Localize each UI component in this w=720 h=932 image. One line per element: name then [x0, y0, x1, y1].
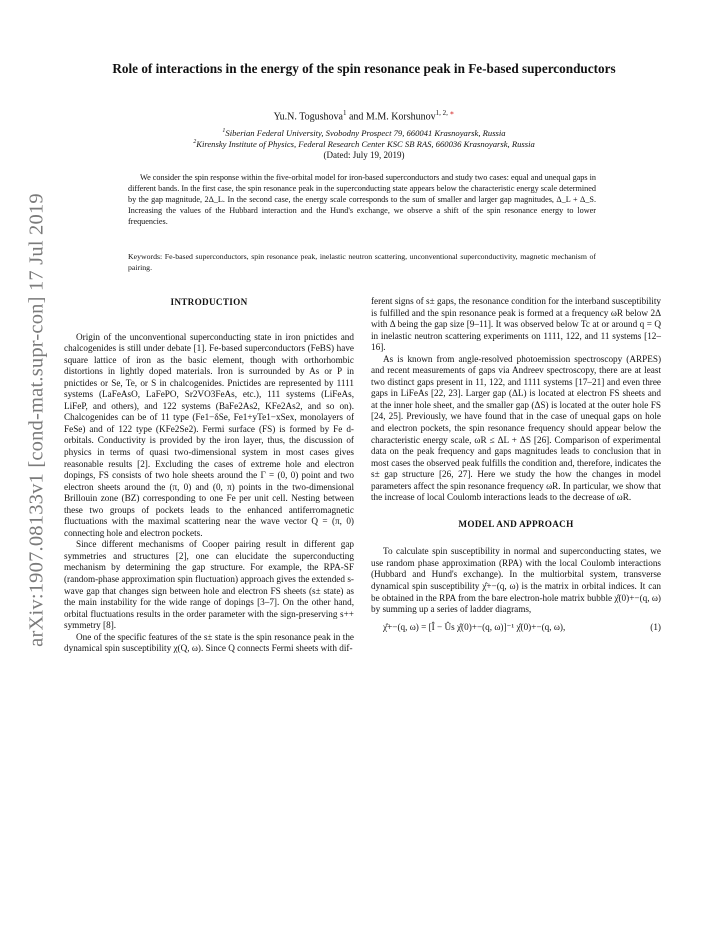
- equation-number: (1): [650, 621, 661, 632]
- abstract: We consider the spin response within the five-orbital model for iron-based superconductors and study two cases: equal and unequal gaps in different bands. In the first case, the spin resonance peak in the superconducting state appears below the characteristic energy scale determined by the gap magnitude, 2Δ_L. In the second case, the energy scale corresponds to the sum of smaller and larger gap magnitudes, Δ_L + Δ_S. Increasing the values of the Hubbard interaction and the Hund's exchange, we observe a shift of the spin resonance energy to lower frequencies.: [128, 173, 596, 227]
- equation-body: χ̂+−(q, ω) = [Î − Ûs χ̂(0)+−(q, ω)]⁻¹ χ̂(0)+−(q, ω),: [383, 621, 566, 632]
- right-column: [371, 296, 661, 633]
- author-name: M.M. Korshunov: [365, 111, 436, 123]
- intro-paragraph-2: Since different mechanisms of Cooper pairing result in different gap symmetries and structures [2], one can elucidate the superconducting mechanism by determining the gap structure. For example, the RPA-SF (random-phase approximation spin fluctuation) approach gives the extended s-wave gap that changes sign between hole and electron FS sheets (s± state) as the main instability for the wide range of dopings [3–7]. On the other hand, orbital fluctuations results in the order parameter with the sign-preserving s++ symmetry [8].: [64, 539, 354, 631]
- affiliation-mark: 1: [222, 128, 226, 134]
- section-heading-model: MODEL AND APPROACH: [458, 518, 574, 529]
- date-line: (Dated: July 19, 2019): [323, 150, 405, 160]
- author-conjunction: and: [348, 111, 364, 123]
- author-line: [100, 109, 628, 122]
- affiliation-mark: 1, 2, ∗: [435, 109, 455, 117]
- section-heading-introduction: INTRODUCTION: [170, 297, 248, 307]
- paper-title: Role of interactions in the energy of the spin resonance peak in Fe-based superconductors: [112, 61, 616, 76]
- arxiv-id-text: arXiv:1907.08133v1 [cond-mat.supr-con] 17 Jul 2019: [25, 193, 48, 647]
- affiliation-mark: 1: [342, 109, 347, 117]
- affiliation-text: Siberian Federal University, Svobodny Prospect 79, 660041 Krasnoyarsk, Russia: [225, 127, 506, 138]
- model-paragraph-1: To calculate spin susceptibility in normal and superconducting states, we use random phase approximation (RPA) with the local Coulomb interactions (Hubbard and Hund's exchange). In the multiorbital system, transverse dynamical spin susceptibility χ̂+−(q, ω) is the matrix in orbital indices. It can be obtained in the RPA from the bare electron-hole matrix bubble χ̂(0)+−(q, ω) by summing up a series of ladder diagrams,: [371, 546, 661, 615]
- affiliation-mark: 2: [193, 139, 197, 145]
- keywords: Keywords: Fe-based superconductors, spin resonance peak, inelastic neutron scattering, unconventional superconductivity, magnetic mechanism of pairing.: [128, 252, 596, 272]
- affiliation-text: Kirensky Institute of Physics, Federal Research Center KSC SB RAS, 660036 Krasnoyarsk, Russia: [196, 138, 535, 149]
- affiliation-2: [80, 137, 648, 150]
- intro-paragraph-continued: ferent signs of s± gaps, the resonance condition for the interband susceptibility is fulfilled and the spin resonance peak is formed at a frequency ωR below 2Δ with Δ being the gap size [9–11]. It was observed below Tc at or around q = Q in inelastic neutron scattering experiments on 1111, 122, and 11 systems [12–16].: [371, 296, 661, 353]
- author-name: Yu.N. Togushova: [273, 111, 343, 123]
- intro-paragraph-4: As is known from angle-resolved photoemission spectroscopy (ARPES) and recent measurements of gaps via Andreev spectroscopy, there are at least two distinct gaps present in 11, 122, and 1111 systems [17–21] and even three gaps in LiFeAs [22, 23]. Larger gap (ΔL) is located at electron FS sheets and at the inner hole sheet, and the smaller gap (ΔS) is located at the outer hole FS [24, 25]. Previously, we have found that in the case of unequal gaps on hole and electron pockets, the spin resonance frequency should appear below the characteristic energy scale, ωR ≤ ΔL + ΔS [26]. Comparison of experimental data on the peak frequency and gaps magnitudes leads to conclusion that in most cases the observed peak fulfills the condition and, therefore, indicates the s± gap structure [26, 27]. Here we study the how the changes in model parameters affect the spin resonance frequency ωR. In particular, we show that the increase of local Coulomb interactions leads to the decrease of ωR.: [371, 353, 661, 503]
- equation-1: [371, 622, 661, 634]
- left-column: [64, 297, 354, 655]
- intro-paragraph-3: One of the specific features of the s± state is the spin resonance peak in the dynamical spin susceptibility χ(Q, ω). Since Q connects Fermi sheets with dif-: [64, 631, 354, 654]
- corresponding-author-link[interactable]: ∗: [449, 109, 455, 117]
- arxiv-identifier: [14, 160, 60, 680]
- intro-paragraph-1: Origin of the unconventional superconducting state in iron pnictides and chalcogenides is still under debate [1]. Fe-based superconductors (FeBS) have square lattice of iron as the basic element, though with orthorhombic distortions in lightly doped materials. Iron is surrounded by As or P in pnictides or Se, Te, or S in chalcogenides. Pnictides are represented by 1111 systems (LaFeAsO, LaFePO, Sr2VO3FeAs, etc.), 111 systems (LiFeAs, LiFeP, and others), and 122 systems (BaFe2As2, KFe2As2, and so on). Chalcogenides can be of 11 type (Fe1−δSe, Fe1+yTe1−xSex, monolayers of FeSe) and of 122 type (KFe2Se2). Fermi surface (FS) is formed by Fe d-orbitals. Conductivity is provided by the iron layer, thus, the discussion of physics in terms of quasi two-dimensional system in most cases gives reasonable results [2]. Excluding the cases of extreme hole and electron dopings, FS consists of two hole sheets around the Γ = (0, 0) point and two electron sheets around the (π, 0) and (0, π) points in the two-dimensional Brillouin zone (BZ) corresponding to one Fe per unit cell. Nesting between these two groups of pockets leads to the enhanced antiferromagnetic fluctuations with the maximal scattering near the wave vector Q = (π, 0) connecting hole and electron pockets.: [64, 331, 354, 538]
